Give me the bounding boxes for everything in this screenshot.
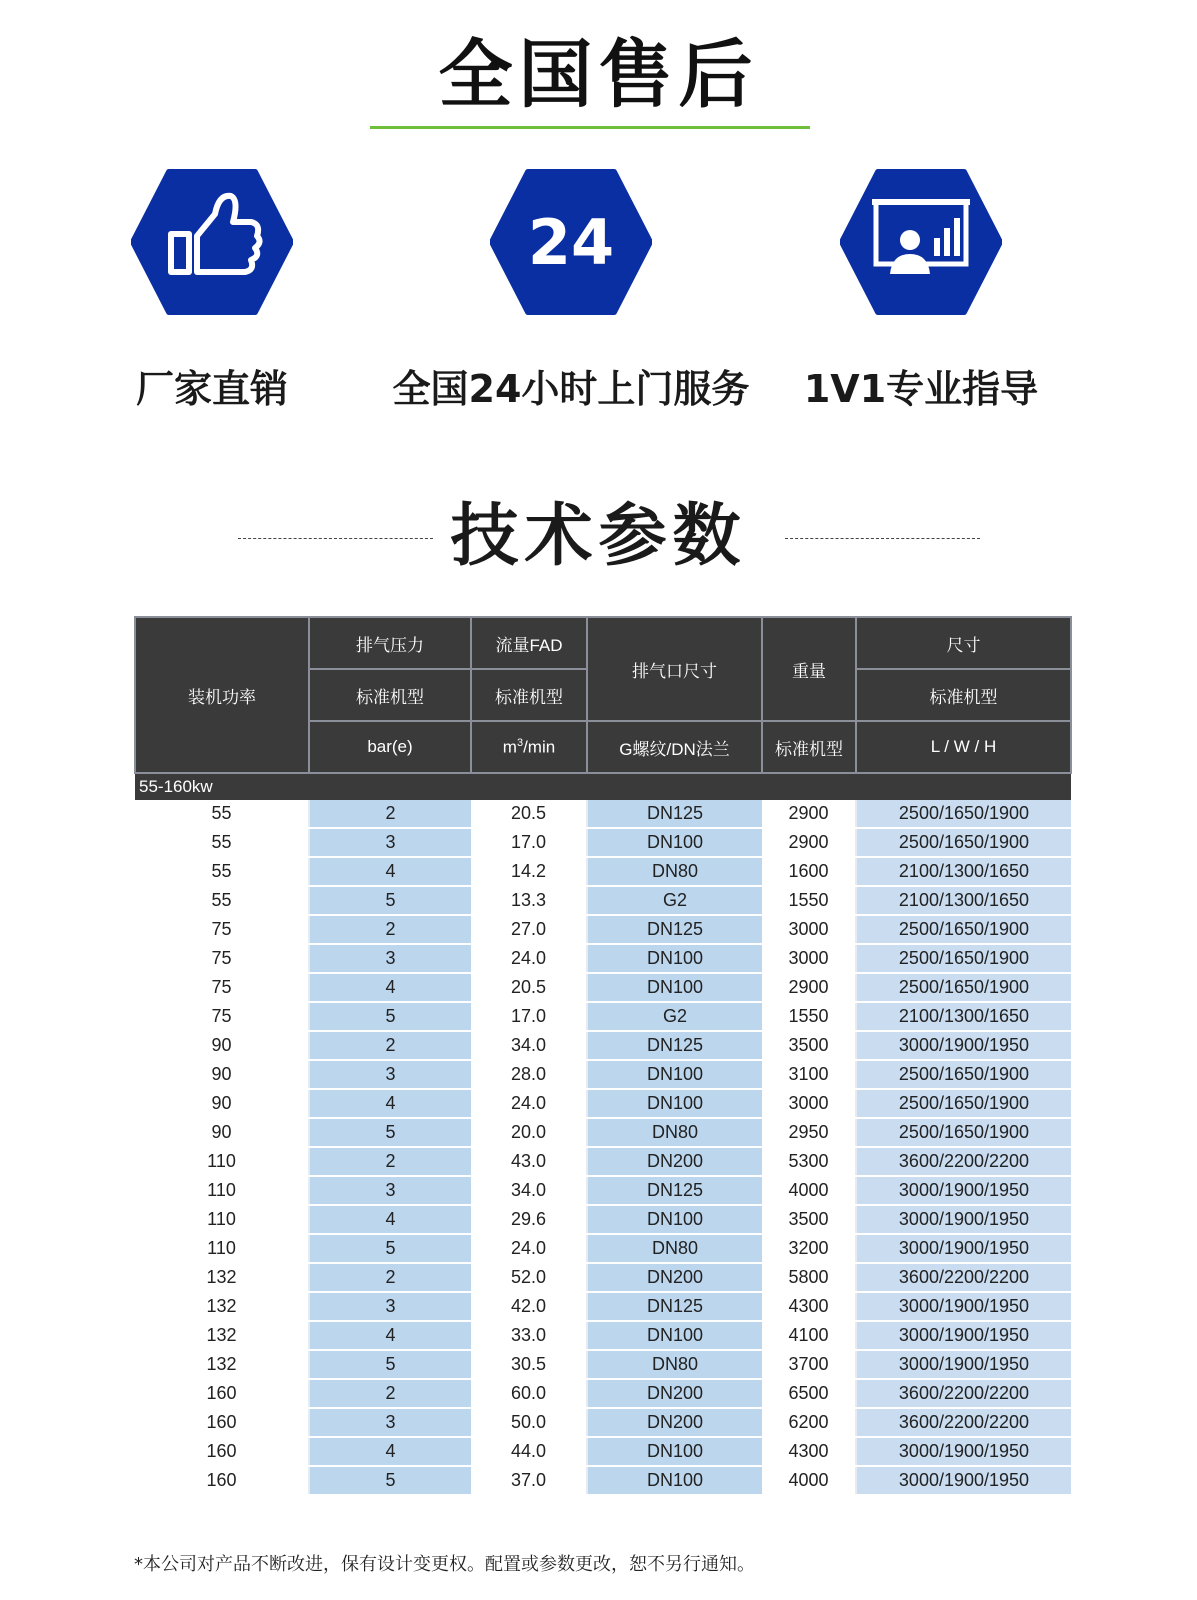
table-row (135, 1234, 1071, 1263)
header-weight-unit: 标准机型 (762, 721, 856, 773)
header-size: 尺寸 (856, 617, 1071, 669)
cell-power: 55 (135, 800, 309, 828)
cell-size: 3600/2200/2200 (856, 1379, 1071, 1408)
feature-label: 厂家直销 (135, 367, 288, 411)
cell-fad: 33.0 (471, 1321, 587, 1350)
header-size-unit: L / W / H (856, 721, 1071, 773)
hour-24-icon (490, 168, 652, 316)
cell-size: 2500/1650/1900 (856, 828, 1071, 857)
spec-table (134, 616, 1072, 1496)
cell-fad: 17.0 (471, 1002, 587, 1031)
cell-pressure: 3 (309, 1060, 471, 1089)
cell-size: 3000/1900/1950 (856, 1350, 1071, 1379)
cell-power: 132 (135, 1350, 309, 1379)
cell-fad: 52.0 (471, 1263, 587, 1292)
cell-fad: 20.0 (471, 1118, 587, 1147)
cell-weight: 5800 (762, 1263, 856, 1292)
cell-fad: 37.0 (471, 1466, 587, 1495)
cell-outlet: DN125 (587, 1031, 762, 1060)
cell-power: 110 (135, 1234, 309, 1263)
cell-fad: 17.0 (471, 828, 587, 857)
cell-size: 2500/1650/1900 (856, 800, 1071, 828)
cell-pressure: 4 (309, 857, 471, 886)
cell-size: 3000/1900/1950 (856, 1292, 1071, 1321)
cell-weight: 3000 (762, 1089, 856, 1118)
cell-size: 3000/1900/1950 (856, 1437, 1071, 1466)
feature-1v1-guidance (741, 168, 1101, 413)
cell-fad: 42.0 (471, 1292, 587, 1321)
cell-fad: 13.3 (471, 886, 587, 915)
header-power: 装机功率 (135, 617, 309, 773)
table-row (135, 973, 1071, 1002)
cell-power: 90 (135, 1089, 309, 1118)
header-fad: 流量FAD (471, 617, 587, 669)
cell-outlet: DN100 (587, 1205, 762, 1234)
cell-power: 90 (135, 1031, 309, 1060)
table-row (135, 1321, 1071, 1350)
cell-fad: 30.5 (471, 1350, 587, 1379)
cell-weight: 6200 (762, 1408, 856, 1437)
cell-pressure: 5 (309, 1466, 471, 1495)
cell-pressure: 4 (309, 1205, 471, 1234)
cell-outlet: DN200 (587, 1263, 762, 1292)
cell-weight: 2900 (762, 800, 856, 828)
cell-pressure: 2 (309, 800, 471, 828)
disclaimer-note: *本公司对产品不断改进，保有设计变更权。配置或参数更改，恕不另行通知。 (134, 1554, 755, 1575)
cell-size: 3000/1900/1950 (856, 1234, 1071, 1263)
cell-pressure: 5 (309, 1234, 471, 1263)
cell-weight: 3700 (762, 1350, 856, 1379)
thumbs-up-icon (131, 168, 293, 316)
cell-weight: 3500 (762, 1205, 856, 1234)
cell-outlet: DN200 (587, 1147, 762, 1176)
table-row (135, 915, 1071, 944)
cell-outlet: DN200 (587, 1379, 762, 1408)
cell-weight: 6500 (762, 1379, 856, 1408)
cell-weight: 3500 (762, 1031, 856, 1060)
cell-pressure: 3 (309, 1292, 471, 1321)
feature-label: 1V1专业指导 (803, 367, 1039, 411)
cell-fad: 28.0 (471, 1060, 587, 1089)
cell-weight: 2900 (762, 828, 856, 857)
cell-weight: 4000 (762, 1176, 856, 1205)
cell-outlet: DN100 (587, 1060, 762, 1089)
cell-power: 160 (135, 1437, 309, 1466)
cell-size: 3000/1900/1950 (856, 1205, 1071, 1234)
cell-power: 110 (135, 1205, 309, 1234)
cell-outlet: DN100 (587, 1437, 762, 1466)
cell-size: 2100/1300/1650 (856, 1002, 1071, 1031)
cell-fad: 34.0 (471, 1176, 587, 1205)
header-outlet-unit: G螺纹/DN法兰 (587, 721, 762, 773)
cell-pressure: 2 (309, 915, 471, 944)
cell-pressure: 3 (309, 828, 471, 857)
cell-outlet: DN80 (587, 1350, 762, 1379)
cell-pressure: 4 (309, 973, 471, 1002)
cell-fad: 27.0 (471, 915, 587, 944)
cell-fad: 50.0 (471, 1408, 587, 1437)
cell-outlet: DN125 (587, 1176, 762, 1205)
cell-weight: 4000 (762, 1466, 856, 1495)
cell-fad: 43.0 (471, 1147, 587, 1176)
cell-size: 3000/1900/1950 (856, 1176, 1071, 1205)
cell-size: 3600/2200/2200 (856, 1263, 1071, 1292)
header-fad-unit (471, 721, 587, 773)
cell-outlet: DN100 (587, 944, 762, 973)
cell-size: 3600/2200/2200 (856, 1408, 1071, 1437)
table-row (135, 857, 1071, 886)
cell-size: 3000/1900/1950 (856, 1031, 1071, 1060)
cell-pressure: 5 (309, 886, 471, 915)
cell-size: 2500/1650/1900 (856, 944, 1071, 973)
table-row (135, 1408, 1071, 1437)
cell-size: 2500/1650/1900 (856, 973, 1071, 1002)
hour-24-badge: 24 (527, 206, 615, 279)
table-row (135, 800, 1071, 828)
presentation-icon (840, 168, 1002, 316)
cell-size: 2500/1650/1900 (856, 1118, 1071, 1147)
cell-pressure: 5 (309, 1002, 471, 1031)
cell-power: 160 (135, 1466, 309, 1495)
table-row (135, 1350, 1071, 1379)
cell-outlet: DN100 (587, 1089, 762, 1118)
service-title: 全国售后 (438, 32, 759, 118)
cell-outlet: G2 (587, 886, 762, 915)
table-row (135, 886, 1071, 915)
cell-outlet: DN125 (587, 915, 762, 944)
cell-power: 132 (135, 1292, 309, 1321)
cell-pressure: 3 (309, 1408, 471, 1437)
cell-outlet: DN80 (587, 1118, 762, 1147)
cell-fad: 24.0 (471, 1089, 587, 1118)
cell-power: 75 (135, 973, 309, 1002)
cell-size: 2100/1300/1650 (856, 857, 1071, 886)
fad-unit-tail: /min (523, 737, 556, 757)
feature-label: 全国24小时上门服务 (392, 367, 750, 411)
cell-fad: 34.0 (471, 1031, 587, 1060)
header-pressure: 排气压力 (309, 617, 471, 669)
table-row (135, 1437, 1071, 1466)
feature-24h-service (391, 168, 751, 413)
cell-weight: 5300 (762, 1147, 856, 1176)
cell-size: 2500/1650/1900 (856, 915, 1071, 944)
cell-pressure: 4 (309, 1437, 471, 1466)
table-row (135, 944, 1071, 973)
cell-fad: 29.6 (471, 1205, 587, 1234)
title-dash-right (785, 538, 980, 539)
cell-power: 55 (135, 886, 309, 915)
table-row (135, 1147, 1071, 1176)
cell-outlet: DN125 (587, 1292, 762, 1321)
header-pressure-unit: bar(e) (309, 721, 471, 773)
cell-fad: 60.0 (471, 1379, 587, 1408)
cell-fad: 20.5 (471, 800, 587, 828)
cell-weight: 2900 (762, 973, 856, 1002)
cell-pressure: 5 (309, 1350, 471, 1379)
header-pressure-std: 标准机型 (309, 669, 471, 721)
table-row (135, 1118, 1071, 1147)
cell-fad: 24.0 (471, 1234, 587, 1263)
cell-pressure: 2 (309, 1263, 471, 1292)
cell-size: 3000/1900/1950 (856, 1466, 1071, 1495)
cell-power: 110 (135, 1147, 309, 1176)
header-size-std: 标准机型 (856, 669, 1071, 721)
cell-outlet: DN125 (587, 800, 762, 828)
table-row (135, 1060, 1071, 1089)
table-row (135, 828, 1071, 857)
cell-outlet: G2 (587, 1002, 762, 1031)
cell-fad: 20.5 (471, 973, 587, 1002)
cell-weight: 1550 (762, 1002, 856, 1031)
header-weight: 重量 (762, 617, 856, 721)
cell-weight: 4300 (762, 1292, 856, 1321)
cell-weight: 1600 (762, 857, 856, 886)
cell-pressure: 4 (309, 1089, 471, 1118)
cell-pressure: 3 (309, 1176, 471, 1205)
cell-size: 2100/1300/1650 (856, 886, 1071, 915)
cell-weight: 3200 (762, 1234, 856, 1263)
cell-weight: 3000 (762, 944, 856, 973)
cell-power: 55 (135, 857, 309, 886)
cell-power: 160 (135, 1379, 309, 1408)
cell-weight: 3000 (762, 915, 856, 944)
table-row (135, 1205, 1071, 1234)
cell-weight: 4100 (762, 1321, 856, 1350)
fad-unit-sup: 3 (516, 736, 524, 749)
table-row (135, 1031, 1071, 1060)
cell-power: 90 (135, 1060, 309, 1089)
table-row (135, 1263, 1071, 1292)
group-row: 55-160kw (135, 773, 1071, 800)
cell-power: 75 (135, 915, 309, 944)
cell-power: 75 (135, 1002, 309, 1031)
cell-pressure: 3 (309, 944, 471, 973)
cell-fad: 14.2 (471, 857, 587, 886)
cell-weight: 3100 (762, 1060, 856, 1089)
cell-outlet: DN200 (587, 1408, 762, 1437)
cell-outlet: DN100 (587, 828, 762, 857)
cell-outlet: DN80 (587, 857, 762, 886)
cell-weight: 1550 (762, 886, 856, 915)
table-row (135, 1176, 1071, 1205)
cell-power: 132 (135, 1321, 309, 1350)
cell-pressure: 2 (309, 1379, 471, 1408)
cell-pressure: 5 (309, 1118, 471, 1147)
cell-outlet: DN100 (587, 1321, 762, 1350)
table-row (135, 1002, 1071, 1031)
cell-weight: 4300 (762, 1437, 856, 1466)
spec-title: 技术参数 (450, 497, 747, 576)
cell-power: 90 (135, 1118, 309, 1147)
cell-fad: 44.0 (471, 1437, 587, 1466)
fad-unit-base: m (502, 737, 517, 757)
feature-direct-sales (32, 168, 392, 413)
cell-power: 110 (135, 1176, 309, 1205)
cell-pressure: 2 (309, 1031, 471, 1060)
cell-outlet: DN100 (587, 973, 762, 1002)
cell-outlet: DN80 (587, 1234, 762, 1263)
cell-size: 3000/1900/1950 (856, 1321, 1071, 1350)
cell-pressure: 4 (309, 1321, 471, 1350)
cell-pressure: 2 (309, 1147, 471, 1176)
table-row (135, 1292, 1071, 1321)
cell-power: 132 (135, 1263, 309, 1292)
cell-size: 3600/2200/2200 (856, 1147, 1071, 1176)
cell-power: 55 (135, 828, 309, 857)
cell-weight: 2950 (762, 1118, 856, 1147)
table-row (135, 1466, 1071, 1495)
cell-power: 160 (135, 1408, 309, 1437)
cell-outlet: DN100 (587, 1466, 762, 1495)
cell-size: 2500/1650/1900 (856, 1060, 1071, 1089)
cell-size: 2500/1650/1900 (856, 1089, 1071, 1118)
table-row (135, 1089, 1071, 1118)
header-outlet: 排气口尺寸 (587, 617, 762, 721)
header-fad-std: 标准机型 (471, 669, 587, 721)
cell-power: 75 (135, 944, 309, 973)
cell-fad: 24.0 (471, 944, 587, 973)
title-underline (370, 126, 810, 129)
table-row (135, 1379, 1071, 1408)
